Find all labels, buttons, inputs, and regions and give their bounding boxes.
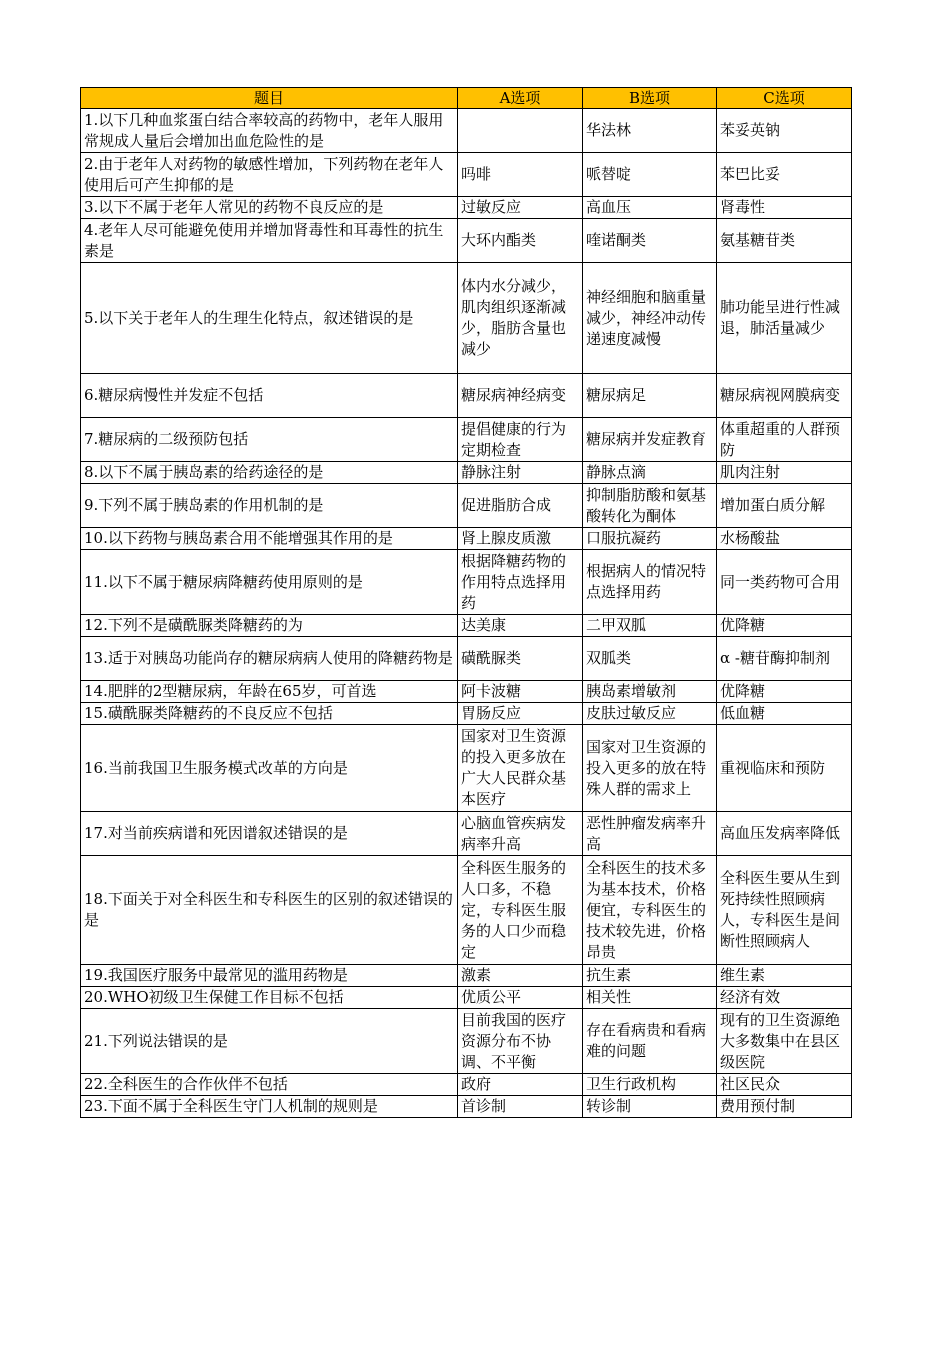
table-row <box>81 263 852 374</box>
question-cell[interactable]: 16.当前我国卫生服务模式改革的方向是 <box>81 725 458 812</box>
option-b-cell[interactable]: 皮肤过敏反应 <box>583 703 717 725</box>
option-a-cell[interactable]: 提倡健康的行为定期检查 <box>458 418 583 462</box>
question-cell[interactable]: 18.下面关于对全科医生和专科医生的区别的叙述错误的是 <box>81 856 458 965</box>
table-row <box>81 681 852 703</box>
question-cell[interactable]: 6.糖尿病慢性并发症不包括 <box>81 374 458 418</box>
option-c-cell[interactable]: 肺功能呈进行性减退，肺活量减少 <box>717 263 852 374</box>
option-b-cell[interactable]: 胰岛素增敏剂 <box>583 681 717 703</box>
option-c-cell[interactable]: α -糖苷酶抑制剂 <box>717 637 852 681</box>
option-b-cell[interactable]: 口服抗凝药 <box>583 528 717 550</box>
table-row <box>81 219 852 263</box>
option-c-cell[interactable]: 现有的卫生资源绝大多数集中在县区级医院 <box>717 1009 852 1074</box>
table-row <box>81 197 852 219</box>
question-cell[interactable]: 15.磺酰脲类降糖药的不良反应不包括 <box>81 703 458 725</box>
option-b-cell[interactable]: 神经细胞和脑重量减少，神经冲动传递速度减慢 <box>583 263 717 374</box>
header-row <box>81 88 852 109</box>
option-c-cell[interactable]: 苯妥英钠 <box>717 109 852 153</box>
question-cell[interactable]: 8.以下不属于胰岛素的给药途径的是 <box>81 462 458 484</box>
option-a-cell[interactable]: 胃肠反应 <box>458 703 583 725</box>
header-option-b[interactable]: B选项 <box>583 88 717 109</box>
option-a-cell[interactable]: 心脑血管疾病发病率升高 <box>458 812 583 856</box>
option-b-cell[interactable]: 抗生素 <box>583 965 717 987</box>
option-b-cell[interactable]: 哌替啶 <box>583 153 717 197</box>
option-b-cell[interactable]: 卫生行政机构 <box>583 1074 717 1096</box>
option-a-cell[interactable]: 体内水分减少，肌肉组织逐渐减少，脂肪含量也减少 <box>458 263 583 374</box>
option-c-cell[interactable]: 低血糖 <box>717 703 852 725</box>
option-b-cell[interactable]: 二甲双胍 <box>583 615 717 637</box>
option-c-cell[interactable]: 全科医生要从生到死持续性照顾病人，专科医生是间断性照顾病人 <box>717 856 852 965</box>
option-c-cell[interactable]: 优降糖 <box>717 615 852 637</box>
option-b-cell[interactable]: 存在看病贵和看病难的问题 <box>583 1009 717 1074</box>
question-cell[interactable]: 7.糖尿病的二级预防包括 <box>81 418 458 462</box>
option-c-cell[interactable]: 体重超重的人群预防 <box>717 418 852 462</box>
question-cell[interactable]: 14.肥胖的2型糖尿病，年龄在65岁，可首选 <box>81 681 458 703</box>
option-b-cell[interactable]: 恶性肿瘤发病率升高 <box>583 812 717 856</box>
question-cell[interactable]: 22.全科医生的合作伙伴不包括 <box>81 1074 458 1096</box>
question-cell[interactable]: 19.我国医疗服务中最常见的滥用药物是 <box>81 965 458 987</box>
option-a-cell[interactable]: 大环内酯类 <box>458 219 583 263</box>
option-a-cell[interactable]: 根据降糖药物的作用特点选择用药 <box>458 550 583 615</box>
option-a-cell[interactable]: 全科医生服务的人口多，不稳定，专科医生服务的人口少而稳定 <box>458 856 583 965</box>
table-row <box>81 484 852 528</box>
option-c-cell[interactable]: 社区民众 <box>717 1074 852 1096</box>
table-row <box>81 725 852 812</box>
option-a-cell[interactable]: 国家对卫生资源的投入更多放在广大人民群众基本医疗 <box>458 725 583 812</box>
table-row <box>81 374 852 418</box>
question-cell[interactable]: 5.以下关于老年人的生理生化特点，叙述错误的是 <box>81 263 458 374</box>
header-option-c[interactable]: C选项 <box>717 88 852 109</box>
option-b-cell[interactable]: 根据病人的情况特点选择用药 <box>583 550 717 615</box>
option-b-cell[interactable]: 华法林 <box>583 109 717 153</box>
option-b-cell[interactable]: 抑制脂肪酸和氨基酸转化为酮体 <box>583 484 717 528</box>
question-cell[interactable]: 2.由于老年人对药物的敏感性增加，下列药物在老年人使用后可产生抑郁的是 <box>81 153 458 197</box>
table-row <box>81 856 852 965</box>
option-a-cell[interactable]: 达美康 <box>458 615 583 637</box>
option-b-cell[interactable]: 糖尿病足 <box>583 374 717 418</box>
option-b-cell[interactable]: 双胍类 <box>583 637 717 681</box>
option-b-cell[interactable]: 喹诺酮类 <box>583 219 717 263</box>
table-row <box>81 987 852 1009</box>
table-row <box>81 153 852 197</box>
question-cell[interactable]: 17.对当前疾病谱和死因谱叙述错误的是 <box>81 812 458 856</box>
option-a-cell[interactable]: 首诊制 <box>458 1096 583 1118</box>
option-a-cell[interactable] <box>458 109 583 153</box>
table-row <box>81 637 852 681</box>
option-a-cell[interactable]: 糖尿病神经病变 <box>458 374 583 418</box>
table-row <box>81 1009 852 1074</box>
question-cell[interactable]: 10.以下药物与胰岛素合用不能增强其作用的是 <box>81 528 458 550</box>
question-cell[interactable]: 23.下面不属于全科医生守门人机制的规则是 <box>81 1096 458 1118</box>
question-cell[interactable]: 11.以下不属于糖尿病降糖药使用原则的是 <box>81 550 458 615</box>
option-b-cell[interactable]: 转诊制 <box>583 1096 717 1118</box>
table-row <box>81 550 852 615</box>
option-c-cell[interactable]: 高血压发病率降低 <box>717 812 852 856</box>
table-row <box>81 615 852 637</box>
option-a-cell[interactable]: 过敏反应 <box>458 197 583 219</box>
option-a-cell[interactable]: 促进脂肪合成 <box>458 484 583 528</box>
option-a-cell[interactable]: 磺酰脲类 <box>458 637 583 681</box>
option-c-cell[interactable]: 氨基糖苷类 <box>717 219 852 263</box>
option-a-cell[interactable]: 目前我国的医疗资源分布不协调、不平衡 <box>458 1009 583 1074</box>
option-b-cell[interactable]: 静脉点滴 <box>583 462 717 484</box>
option-c-cell[interactable]: 水杨酸盐 <box>717 528 852 550</box>
table-row <box>81 418 852 462</box>
option-a-cell[interactable]: 静脉注射 <box>458 462 583 484</box>
option-c-cell[interactable]: 维生素 <box>717 965 852 987</box>
question-table <box>80 87 852 1118</box>
table-row <box>81 965 852 987</box>
table-row <box>81 703 852 725</box>
option-b-cell[interactable]: 糖尿病并发症教育 <box>583 418 717 462</box>
option-a-cell[interactable]: 吗啡 <box>458 153 583 197</box>
option-a-cell[interactable]: 阿卡波糖 <box>458 681 583 703</box>
option-c-cell[interactable]: 优降糖 <box>717 681 852 703</box>
option-a-cell[interactable]: 肾上腺皮质激 <box>458 528 583 550</box>
option-a-cell[interactable]: 激素 <box>458 965 583 987</box>
option-b-cell[interactable]: 全科医生的技术多为基本技术，价格便宜，专科医生的技术较先进，价格昂贵 <box>583 856 717 965</box>
table-row <box>81 528 852 550</box>
question-cell[interactable]: 13.适于对胰岛功能尚存的糖尿病病人使用的降糖药物是 <box>81 637 458 681</box>
option-c-cell[interactable]: 肾毒性 <box>717 197 852 219</box>
option-c-cell[interactable]: 经济有效 <box>717 987 852 1009</box>
table-row <box>81 1096 852 1118</box>
option-a-cell[interactable]: 政府 <box>458 1074 583 1096</box>
option-c-cell[interactable]: 重视临床和预防 <box>717 725 852 812</box>
question-cell[interactable]: 20.WHO初级卫生保健工作目标不包括 <box>81 987 458 1009</box>
question-cell[interactable]: 12.下列不是磺酰脲类降糖药的为 <box>81 615 458 637</box>
table-row <box>81 462 852 484</box>
option-b-cell[interactable]: 相关性 <box>583 987 717 1009</box>
option-c-cell[interactable]: 肌肉注射 <box>717 462 852 484</box>
header-option-a[interactable]: A选项 <box>458 88 583 109</box>
option-b-cell[interactable]: 国家对卫生资源的投入更多的放在特殊人群的需求上 <box>583 725 717 812</box>
header-question[interactable]: 题目 <box>81 88 458 109</box>
option-c-cell[interactable]: 增加蛋白质分解 <box>717 484 852 528</box>
question-cell[interactable]: 21.下列说法错误的是 <box>81 1009 458 1074</box>
option-c-cell[interactable]: 同一类药物可合用 <box>717 550 852 615</box>
option-a-cell[interactable]: 优质公平 <box>458 987 583 1009</box>
table-row <box>81 1074 852 1096</box>
question-cell[interactable]: 3.以下不属于老年人常见的药物不良反应的是 <box>81 197 458 219</box>
table-row <box>81 109 852 153</box>
option-c-cell[interactable]: 糖尿病视网膜病变 <box>717 374 852 418</box>
question-cell[interactable]: 1.以下几种血浆蛋白结合率较高的药物中，老年人服用常规成人量后会增加出血危险性的是 <box>81 109 458 153</box>
option-b-cell[interactable]: 高血压 <box>583 197 717 219</box>
question-cell[interactable]: 9.下列不属于胰岛素的作用机制的是 <box>81 484 458 528</box>
option-c-cell[interactable]: 费用预付制 <box>717 1096 852 1118</box>
option-c-cell[interactable]: 苯巴比妥 <box>717 153 852 197</box>
question-cell[interactable]: 4.老年人尽可能避免使用并增加肾毒性和耳毒性的抗生素是 <box>81 219 458 263</box>
table-row <box>81 812 852 856</box>
